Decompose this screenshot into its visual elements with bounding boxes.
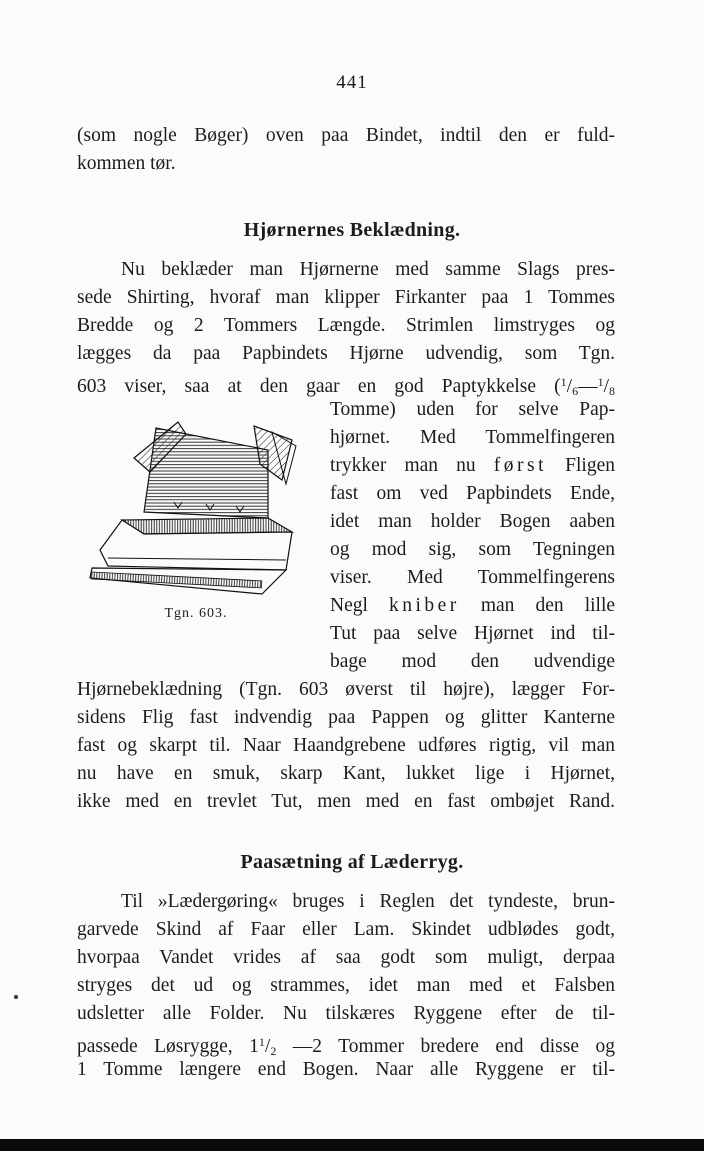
text-line: Nu beklæder man Hjørnerne med samme Slags pres-	[121, 259, 615, 280]
text-line: kommen tør.	[77, 153, 176, 174]
text-fragment: passede Løsrygge, 1	[77, 1036, 259, 1057]
fraction-denominator: 2	[270, 1044, 277, 1058]
fraction-denominator: 8	[609, 384, 615, 398]
spaced-emphasis: først	[493, 455, 548, 476]
fraction-numerator: 1	[560, 375, 567, 389]
text-line: sidens Flig fast indvendig paa Pappen og glitter Kanterne	[77, 707, 615, 728]
text-line: 1 Tomme længere end Bogen. Naar alle Ryggene er til-	[77, 1059, 615, 1080]
text-line: udsletter alle Folder. Nu tilskæres Ryggene efter de til-	[77, 1003, 615, 1024]
text-line: bage mod den udvendige	[330, 651, 615, 672]
text-line: hvorpaa Vandet vrides af saa godt som muligt, derpaa	[77, 947, 615, 968]
scan-edge-bar	[0, 1139, 704, 1151]
text-line: Tut paa selve Hjørnet ind til-	[330, 623, 615, 644]
text-fragment: man den lille	[480, 595, 616, 616]
fraction-slash: /	[264, 1036, 271, 1057]
text-line: fast om ved Papbindets Ende,	[330, 483, 615, 504]
text-line: (som nogle Bøger) oven paa Bindet, indtil den er fuld-	[77, 125, 615, 146]
text-line: Tomme) uden for selve Pap-	[330, 399, 615, 420]
text-line: stryges det ud og strammes, idet man med et Falsben	[77, 975, 615, 996]
text-line: sede Shirting, hvoraf man klipper Firkanter paa 1 Tommes	[77, 287, 615, 308]
fraction-numerator: 1	[258, 1035, 265, 1049]
spaced-emphasis: kniber	[388, 595, 460, 616]
figure-caption: Tgn. 603.	[164, 606, 228, 621]
text-line: viser. Med Tommelfingerens	[330, 567, 615, 588]
fraction-slash: /	[603, 376, 609, 397]
text-fragment: Fligen	[565, 455, 616, 476]
text-line: fast og skarpt til. Naar Haandgrebene udføres rigtig, vil man	[77, 735, 615, 756]
text-line: Til »Lædergøring« bruges i Reglen det tyndeste, brun-	[121, 891, 615, 912]
text-line: lægges da paa Papbindets Hjørne udvendig, som Tgn.	[77, 343, 615, 364]
page-number: 441	[336, 72, 368, 93]
text-line: idet man holder Bogen aaben	[330, 511, 615, 532]
section-heading-leather-spine: Paasætning af Læderryg.	[240, 851, 464, 873]
text-line	[330, 592, 615, 620]
text-line: garvede Skind af Faar eller Lam. Skindet udblødes godt,	[77, 919, 615, 940]
text-line: Hjørnebeklædning (Tgn. 603 øverst til højre), lægger For-	[77, 679, 615, 700]
fraction-slash: /	[566, 376, 573, 397]
text-line: ikke med en trevlet Tut, men med en fast ombøjet Rand.	[77, 791, 615, 812]
book-corner-illustration	[86, 400, 306, 610]
text-fragment: trykker man nu	[330, 455, 476, 476]
text-fragment: —2 Tommer bredere end disse og	[276, 1036, 615, 1057]
text-line: og mod sig, som Tegningen	[330, 539, 615, 560]
fraction-denominator: 6	[572, 384, 579, 398]
text-line	[330, 452, 615, 480]
fraction-numerator: 1	[597, 375, 604, 389]
section-heading-corners: Hjørnernes Beklædning.	[243, 219, 461, 241]
fraction-dash: —	[578, 376, 598, 397]
text-line: nu have en smuk, skarp Kant, lukket lige i Hjørnet,	[77, 763, 615, 784]
text-fragment: Negl	[330, 595, 368, 616]
text-line: Bredde og 2 Tommers Længde. Strimlen limstryges og	[77, 315, 615, 336]
text-fragment: 603 viser, saa at den gaar en god Paptykkelse (	[77, 376, 561, 397]
text-line: hjørnet. Med Tommelfingeren	[330, 427, 615, 448]
scan-speck	[14, 995, 18, 999]
